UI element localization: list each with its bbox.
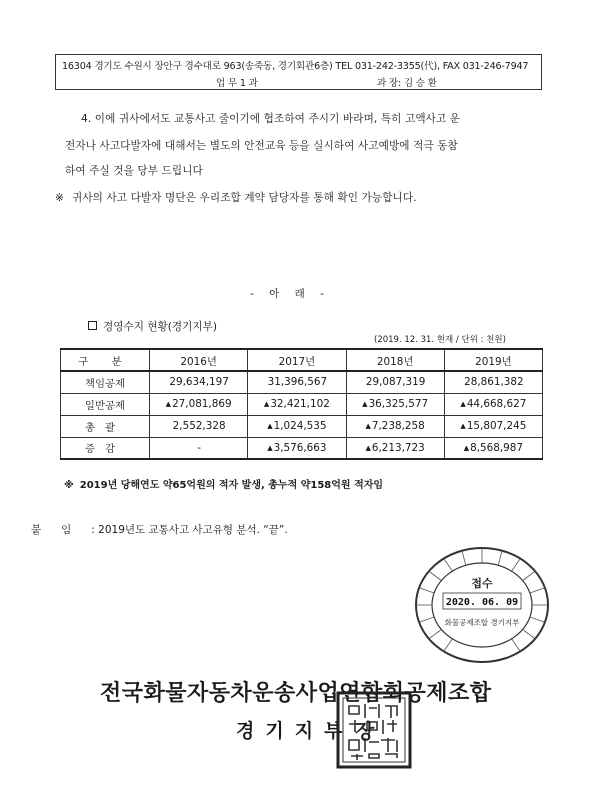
paragraph-line-3: 하여 주실 것을 당부 드립니다 xyxy=(65,165,203,177)
department-label: 업 무 1 과 xyxy=(216,78,258,89)
column-header: 2016년 xyxy=(150,349,248,371)
column-header: 구 분 xyxy=(61,349,150,371)
stamp-org: 화물공제조합 경기지부 xyxy=(444,618,520,627)
table-cell: ▲36,325,577 xyxy=(346,393,444,415)
attachment-label: 붙임 xyxy=(31,524,92,536)
paragraph-line-1: 4. 이에 귀사에서도 교통사고 줄이기에 협조하여 주시기 바라며, 특히 고액사고 운 xyxy=(81,113,461,125)
table-row xyxy=(61,415,543,437)
financial-table xyxy=(60,348,543,460)
received-stamp xyxy=(413,545,551,665)
below-heading: - 아 래 - xyxy=(250,288,330,300)
table-row xyxy=(61,437,543,459)
section-title-text: 경영수지 현황(경기지부) xyxy=(103,321,217,333)
stamp-title: 접수 xyxy=(471,577,493,590)
paragraph-line-2: 전자나 사고다발자에 대해서는 별도의 안전교육 등을 실시하여 사고예방에 적극 동참 xyxy=(65,140,458,152)
row-label: 총괄 xyxy=(61,415,150,437)
unit-note: (2019. 12. 31. 현재 / 단위 : 천원) xyxy=(374,335,506,345)
table-header-row xyxy=(61,349,543,371)
branch-name: 경기지부 xyxy=(236,720,354,742)
table-cell: ▲15,807,245 xyxy=(444,415,542,437)
table-cell: 31,396,567 xyxy=(248,371,346,393)
table-cell: - xyxy=(150,437,248,459)
attachment-line xyxy=(31,522,288,537)
column-header: 2017년 xyxy=(248,349,346,371)
table-cell: 28,861,382 xyxy=(444,371,542,393)
deficit-footnote-text: 2019년 당해연도 약65억원의 적자 발생, 총누적 약158억원 적자임 xyxy=(79,480,384,491)
seal-char: 장 xyxy=(355,719,375,743)
address-line: 16304 경기도 수원시 장안구 경수대로 963(송죽동, 경기회관6층) TEL 031-242-3355(代), FAX 031-246-7947 xyxy=(62,61,529,72)
letterhead-box xyxy=(55,54,542,90)
table-cell: ▲6,213,723 xyxy=(346,437,444,459)
section-title xyxy=(88,319,217,334)
table-cell: ▲27,081,869 xyxy=(150,393,248,415)
table-cell: ▲7,238,258 xyxy=(346,415,444,437)
table-cell: ▲1,024,535 xyxy=(248,415,346,437)
row-label: 책임공제 xyxy=(61,371,150,393)
table-row xyxy=(61,393,543,415)
reference-mark: ※ xyxy=(64,480,74,491)
table-cell: 29,087,319 xyxy=(346,371,444,393)
table-cell: ▲8,568,987 xyxy=(444,437,542,459)
table-cell: ▲3,576,663 xyxy=(248,437,346,459)
accident-note xyxy=(55,190,417,205)
table-cell: ▲44,668,627 xyxy=(444,393,542,415)
table-row xyxy=(61,371,543,393)
column-header: 2018년 xyxy=(346,349,444,371)
table-cell: ▲32,421,102 xyxy=(248,393,346,415)
row-label: 일반공제 xyxy=(61,393,150,415)
accident-note-text: 귀사의 사고 다발자 명단은 우리조합 계약 담당자를 통해 확인 가능합니다. xyxy=(71,192,417,204)
table-cell: 2,552,328 xyxy=(150,415,248,437)
column-header: 2019년 xyxy=(444,349,542,371)
deficit-footnote xyxy=(64,476,383,491)
checkbox-bullet-icon xyxy=(88,321,97,330)
table-cell: 29,634,197 xyxy=(150,371,248,393)
attachment-text: : 2019년도 교통사고 사고유형 분석. “끝”. xyxy=(91,524,288,536)
official-seal xyxy=(335,690,413,770)
reference-mark: ※ xyxy=(55,192,64,204)
organization-name: 전국화물자동차운송사업연합회공제조합 xyxy=(100,681,492,706)
stamp-date: 2020. 06. 09 xyxy=(445,597,519,608)
chief-label: 과 장: 김 승 환 xyxy=(377,78,437,89)
row-label: 증감 xyxy=(61,437,150,459)
